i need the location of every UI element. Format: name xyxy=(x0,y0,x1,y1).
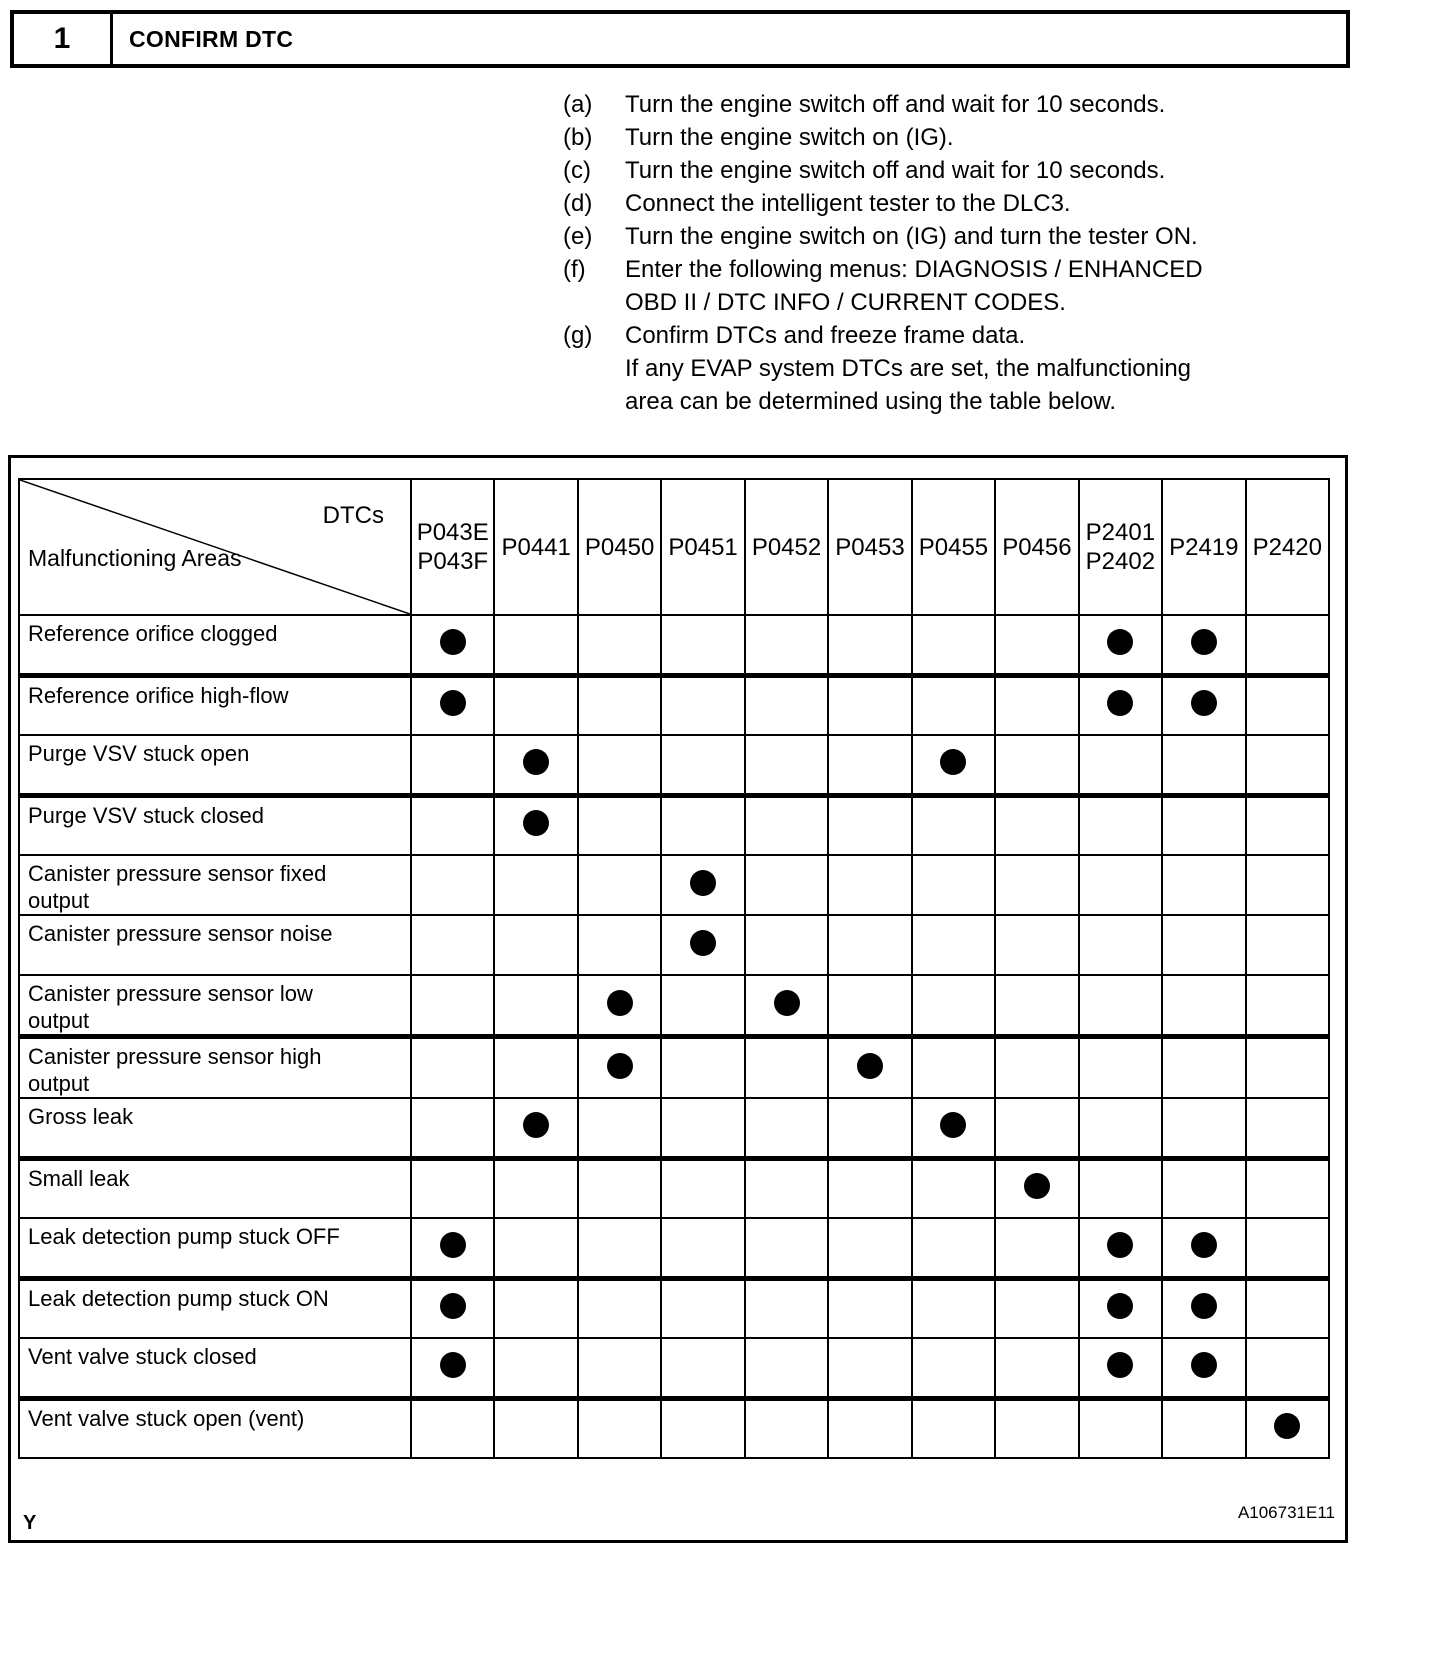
dtc-cell xyxy=(661,1098,744,1158)
dtc-cell xyxy=(578,735,661,795)
dtc-cell xyxy=(411,975,494,1037)
figure-marker-left: Y xyxy=(23,1512,37,1534)
dtc-cell xyxy=(578,1158,661,1218)
dtc-cell xyxy=(995,735,1078,795)
dtc-cell xyxy=(494,1338,577,1398)
dtc-cell xyxy=(1162,735,1245,795)
dtc-cell xyxy=(578,1098,661,1158)
step-item xyxy=(563,187,1203,220)
dot-indicator xyxy=(1107,1352,1133,1378)
dot-indicator xyxy=(1191,1232,1217,1258)
dtc-cell xyxy=(828,795,911,855)
dtc-cell xyxy=(745,795,828,855)
dtc-cell xyxy=(661,1278,744,1338)
step-text-line: Turn the engine switch on (IG). xyxy=(625,124,954,151)
dtc-cell xyxy=(912,855,995,915)
step-label: (e) xyxy=(563,223,593,250)
table-row xyxy=(19,675,1329,735)
column-header-line: P0455 xyxy=(918,533,989,561)
row-label-line: Canister pressure sensor fixed xyxy=(28,861,327,886)
column-header-line: P0441 xyxy=(501,533,571,561)
dtc-cell xyxy=(912,915,995,975)
table-row xyxy=(19,1037,1329,1099)
dtc-cell xyxy=(1162,975,1245,1037)
step-item xyxy=(563,121,1203,154)
corner-cell xyxy=(19,479,411,615)
dtc-cell xyxy=(1079,735,1162,795)
dtc-cell xyxy=(661,855,744,915)
row-label-line: Leak detection pump stuck OFF xyxy=(28,1224,340,1249)
dtc-cell xyxy=(995,615,1078,675)
dtc-cell xyxy=(411,795,494,855)
dtc-cell xyxy=(1162,855,1245,915)
table-row xyxy=(19,855,1329,915)
row-label-cell xyxy=(19,615,411,675)
dtc-cell xyxy=(411,855,494,915)
row-label-line: output xyxy=(28,888,90,913)
dtc-cell xyxy=(661,1037,744,1099)
dtc-cell xyxy=(1079,795,1162,855)
dtc-cell xyxy=(578,675,661,735)
column-header-P0455 xyxy=(912,479,995,615)
dtc-cell xyxy=(912,795,995,855)
dtc-cell xyxy=(411,915,494,975)
row-label-cell xyxy=(19,915,411,975)
row-label-cell xyxy=(19,1098,411,1158)
dtc-cell xyxy=(1079,1218,1162,1278)
dtc-cell xyxy=(1079,1098,1162,1158)
dtc-cell xyxy=(578,855,661,915)
row-label-line: output xyxy=(28,1008,90,1033)
dot-indicator xyxy=(1107,1293,1133,1319)
column-header-line: P043E xyxy=(416,519,489,546)
dtc-cell xyxy=(912,1158,995,1218)
dtc-cell xyxy=(995,1218,1078,1278)
step-text xyxy=(625,88,1165,121)
dtc-cell xyxy=(745,1398,828,1458)
dtc-malfunction-table xyxy=(18,478,1330,1459)
dtc-cell xyxy=(661,615,744,675)
dtc-cell xyxy=(828,1218,911,1278)
dot-indicator xyxy=(690,930,716,956)
step-text-line: OBD II / DTC INFO / CURRENT CODES. xyxy=(625,289,1066,316)
dtc-cell xyxy=(995,975,1078,1037)
step-text xyxy=(625,220,1198,253)
step-item xyxy=(563,154,1203,187)
dot-indicator xyxy=(440,690,466,716)
table-row xyxy=(19,975,1329,1037)
dtc-cell xyxy=(578,1218,661,1278)
row-label-line: Small leak xyxy=(28,1165,130,1191)
dtc-cell xyxy=(1246,1158,1329,1218)
step-label: (a) xyxy=(563,91,593,118)
dtc-cell xyxy=(995,795,1078,855)
row-label-cell xyxy=(19,855,411,915)
dtc-cell xyxy=(1162,1398,1245,1458)
row-label-line: Purge VSV stuck open xyxy=(28,741,250,766)
dtc-cell xyxy=(745,855,828,915)
step-text xyxy=(625,154,1165,187)
dtc-cell xyxy=(661,915,744,975)
dtc-cell xyxy=(578,1037,661,1099)
table-row xyxy=(19,735,1329,795)
dtc-cell xyxy=(912,1338,995,1398)
column-header-P0456 xyxy=(995,479,1078,615)
dtc-cell xyxy=(578,915,661,975)
dtc-cell xyxy=(828,1278,911,1338)
dtc-cell xyxy=(745,675,828,735)
dtc-cell xyxy=(494,1398,577,1458)
row-label-line: Canister pressure sensor high xyxy=(28,1044,322,1069)
row-label-cell xyxy=(19,1218,411,1278)
dtc-cell xyxy=(745,615,828,675)
dot-indicator xyxy=(1024,1173,1050,1199)
figure-reference-code: A106731E11 xyxy=(1237,1503,1335,1522)
dtc-cell xyxy=(828,1398,911,1458)
row-label-cell xyxy=(19,975,411,1037)
step-item xyxy=(563,88,1203,121)
dot-indicator xyxy=(1274,1413,1300,1439)
column-header-line: P0451 xyxy=(668,533,738,561)
dtc-cell xyxy=(411,735,494,795)
dot-indicator xyxy=(1191,690,1217,716)
row-label-line: Reference orifice high-flow xyxy=(28,682,289,708)
step-label: (d) xyxy=(563,190,593,217)
dtc-cell xyxy=(995,1278,1078,1338)
dtc-cell xyxy=(745,1037,828,1099)
step-text-line: Connect the intelligent tester to the DLC3. xyxy=(625,190,1071,217)
dtc-cell xyxy=(995,1338,1078,1398)
step-label: (f) xyxy=(563,256,586,283)
dtc-cell xyxy=(494,795,577,855)
dot-indicator xyxy=(440,629,466,655)
procedure-header xyxy=(10,10,1350,68)
corner-label-areas: Malfunctioning Areas xyxy=(28,545,242,571)
dot-indicator xyxy=(940,1112,966,1138)
step-text xyxy=(625,319,1191,418)
row-label-cell xyxy=(19,1398,411,1458)
column-header-line: P0453 xyxy=(835,533,905,561)
step-label: (g) xyxy=(563,322,593,349)
step-label: (c) xyxy=(563,157,591,184)
dot-indicator xyxy=(1107,1232,1133,1258)
dtc-cell xyxy=(494,1278,577,1338)
dot-indicator xyxy=(440,1293,466,1319)
step-text-line: Turn the engine switch off and wait for 10 seconds. xyxy=(625,157,1166,184)
dtc-cell xyxy=(1246,855,1329,915)
column-header-line: P0450 xyxy=(584,533,655,561)
dtc-cell xyxy=(1246,1218,1329,1278)
column-header-line: P0456 xyxy=(1002,533,1072,561)
dot-indicator xyxy=(690,870,716,896)
dtc-cell xyxy=(912,615,995,675)
dtc-cell xyxy=(578,1398,661,1458)
row-label-cell xyxy=(19,675,411,735)
dtc-cell xyxy=(1246,735,1329,795)
dtc-cell xyxy=(912,1218,995,1278)
dtc-cell xyxy=(1162,675,1245,735)
dot-indicator xyxy=(523,810,549,836)
step-text xyxy=(625,253,1203,319)
row-label-cell xyxy=(19,795,411,855)
dtc-cell xyxy=(661,1398,744,1458)
table-row xyxy=(19,1398,1329,1458)
row-label-cell xyxy=(19,1338,411,1398)
dtc-cell xyxy=(1162,1037,1245,1099)
dtc-cell xyxy=(494,1037,577,1099)
dtc-cell xyxy=(494,975,577,1037)
dtc-cell xyxy=(745,975,828,1037)
dtc-cell xyxy=(912,1037,995,1099)
dtc-cell xyxy=(494,615,577,675)
dtc-cell xyxy=(661,1218,744,1278)
row-label-line: Gross leak xyxy=(28,1104,134,1129)
dtc-cell xyxy=(745,1158,828,1218)
row-label-cell xyxy=(19,1037,411,1099)
row-label-line: Leak detection pump stuck ON xyxy=(28,1285,329,1311)
dtc-cell xyxy=(1246,615,1329,675)
table-row xyxy=(19,1278,1329,1338)
dtc-cell xyxy=(1079,1398,1162,1458)
table-row xyxy=(19,915,1329,975)
dtc-cell xyxy=(1246,1338,1329,1398)
instruction-steps xyxy=(563,88,1203,418)
table-row xyxy=(19,615,1329,675)
dtc-cell xyxy=(745,915,828,975)
column-header-line: P2401 xyxy=(1085,519,1156,546)
dtc-cell xyxy=(995,675,1078,735)
dot-indicator xyxy=(607,990,633,1016)
row-label-line: Canister pressure sensor low xyxy=(28,981,313,1006)
dtc-cell xyxy=(1079,1338,1162,1398)
dtc-cell xyxy=(411,1158,494,1218)
step-text-line: Turn the engine switch off and wait for 10 seconds. xyxy=(625,91,1166,118)
dtc-cell xyxy=(1162,1278,1245,1338)
dtc-cell xyxy=(1079,615,1162,675)
dtc-cell xyxy=(1246,915,1329,975)
dtc-cell xyxy=(1079,1037,1162,1099)
column-header-line: P043F xyxy=(417,548,489,575)
corner-label-dtcs: DTCs xyxy=(322,502,384,529)
step-item xyxy=(563,319,1203,418)
dtc-cell xyxy=(912,735,995,795)
table-row xyxy=(19,1158,1329,1218)
step-text-line: Turn the engine switch on (IG) and turn the tester ON. xyxy=(625,223,1198,250)
dtc-cell xyxy=(745,1218,828,1278)
column-header-P0453 xyxy=(828,479,911,615)
dtc-cell xyxy=(1079,675,1162,735)
dot-indicator xyxy=(940,749,966,775)
dtc-cell xyxy=(912,975,995,1037)
dtc-cell xyxy=(1079,1158,1162,1218)
dtc-cell xyxy=(578,1338,661,1398)
dtc-cell xyxy=(1079,1278,1162,1338)
row-label-line: Vent valve stuck open (vent) xyxy=(28,1405,305,1431)
row-label-line: Reference orifice clogged xyxy=(28,621,278,646)
dtc-cell xyxy=(411,1278,494,1338)
column-header-line: P2420 xyxy=(1252,533,1322,561)
table-row xyxy=(19,795,1329,855)
column-header-P0451 xyxy=(661,479,744,615)
row-label-line: output xyxy=(28,1071,90,1096)
dtc-cell xyxy=(828,1037,911,1099)
dot-indicator xyxy=(523,749,549,775)
dtc-cell xyxy=(661,675,744,735)
column-header-P2401-P2402 xyxy=(1079,479,1162,615)
dtc-cell xyxy=(745,1338,828,1398)
dot-indicator xyxy=(1191,1293,1217,1319)
dtc-cell xyxy=(494,675,577,735)
dtc-cell xyxy=(828,735,911,795)
dtc-cell xyxy=(661,1158,744,1218)
dtc-cell xyxy=(828,615,911,675)
dtc-table-figure xyxy=(8,455,1348,1543)
dtc-cell xyxy=(1079,975,1162,1037)
dtc-cell xyxy=(661,975,744,1037)
dtc-cell xyxy=(1162,1338,1245,1398)
dtc-cell xyxy=(1162,615,1245,675)
dtc-cell xyxy=(494,915,577,975)
dtc-cell xyxy=(1246,1037,1329,1099)
row-label-cell xyxy=(19,1278,411,1338)
column-header-P2419 xyxy=(1162,479,1245,615)
dot-indicator xyxy=(440,1352,466,1378)
column-header-P0450 xyxy=(578,479,661,615)
table-row xyxy=(19,1218,1329,1278)
step-text xyxy=(625,187,1071,220)
dot-indicator xyxy=(1107,629,1133,655)
procedure-step-number: 1 xyxy=(14,14,113,64)
dtc-cell xyxy=(1162,795,1245,855)
dtc-cell xyxy=(828,1098,911,1158)
dtc-cell xyxy=(411,1218,494,1278)
dtc-cell xyxy=(828,975,911,1037)
dtc-cell xyxy=(578,1278,661,1338)
dtc-cell xyxy=(494,1098,577,1158)
row-label-line: Canister pressure sensor noise xyxy=(28,921,333,946)
column-header-line: P2402 xyxy=(1085,548,1156,575)
column-header-P0452 xyxy=(745,479,828,615)
dtc-cell xyxy=(494,1218,577,1278)
dtc-cell xyxy=(745,735,828,795)
dtc-cell xyxy=(494,735,577,795)
step-text-line: Confirm DTCs and freeze frame data. xyxy=(625,322,1026,349)
step-label: (b) xyxy=(563,124,593,151)
dot-indicator xyxy=(1191,1352,1217,1378)
row-label-line: Vent valve stuck closed xyxy=(28,1344,257,1369)
dtc-cell xyxy=(828,855,911,915)
table-row xyxy=(19,1098,1329,1158)
row-label-cell xyxy=(19,735,411,795)
dot-indicator xyxy=(857,1053,883,1079)
dot-indicator xyxy=(1191,629,1217,655)
procedure-title: CONFIRM DTC xyxy=(129,25,294,52)
dtc-cell xyxy=(494,855,577,915)
dtc-cell xyxy=(745,1098,828,1158)
step-text-line: Enter the following menus: DIAGNOSIS / ENHANCED xyxy=(625,256,1203,283)
dtc-cell xyxy=(661,735,744,795)
dtc-cell xyxy=(995,1098,1078,1158)
dtc-cell xyxy=(828,1338,911,1398)
dtc-cell xyxy=(661,795,744,855)
dtc-cell xyxy=(995,1158,1078,1218)
column-header-line: P0452 xyxy=(751,533,822,561)
dot-indicator xyxy=(1107,690,1133,716)
dtc-cell xyxy=(411,1338,494,1398)
row-label-line: Purge VSV stuck closed xyxy=(28,802,265,828)
dtc-cell xyxy=(912,675,995,735)
column-header-P043E-P043F xyxy=(411,479,494,615)
column-header-P0441 xyxy=(494,479,577,615)
dtc-cell xyxy=(995,915,1078,975)
step-text-line: area can be determined using the table below. xyxy=(625,388,1117,415)
dtc-cell xyxy=(1246,1278,1329,1338)
dtc-cell xyxy=(661,1338,744,1398)
dtc-cell xyxy=(578,615,661,675)
step-item xyxy=(563,220,1203,253)
column-header-P2420 xyxy=(1246,479,1329,615)
dtc-cell xyxy=(828,675,911,735)
dtc-cell xyxy=(912,1278,995,1338)
dtc-cell xyxy=(1246,1098,1329,1158)
dtc-cell xyxy=(1162,915,1245,975)
dtc-cell xyxy=(494,1158,577,1218)
column-header-line: P2419 xyxy=(1169,533,1239,561)
dot-indicator xyxy=(523,1112,549,1138)
step-text-line: If any EVAP system DTCs are set, the malfunctioning xyxy=(625,355,1192,382)
dtc-cell xyxy=(411,1398,494,1458)
row-label-cell xyxy=(19,1158,411,1218)
dtc-cell xyxy=(411,1037,494,1099)
dtc-cell xyxy=(578,975,661,1037)
dtc-cell xyxy=(411,675,494,735)
dtc-cell xyxy=(1246,675,1329,735)
dtc-cell xyxy=(411,615,494,675)
step-text xyxy=(625,121,954,154)
dtc-cell xyxy=(1246,975,1329,1037)
dtc-cell xyxy=(1162,1218,1245,1278)
dtc-cell xyxy=(1162,1158,1245,1218)
dtc-cell xyxy=(828,915,911,975)
dtc-cell xyxy=(828,1158,911,1218)
table-row xyxy=(19,1338,1329,1398)
dtc-cell xyxy=(745,1278,828,1338)
dtc-cell xyxy=(912,1098,995,1158)
dtc-cell xyxy=(1079,855,1162,915)
dtc-cell xyxy=(995,855,1078,915)
dtc-cell xyxy=(1246,1398,1329,1458)
dtc-cell xyxy=(1079,915,1162,975)
dtc-cell xyxy=(995,1037,1078,1099)
table-header-row xyxy=(19,479,1329,615)
dot-indicator xyxy=(607,1053,633,1079)
dtc-cell xyxy=(912,1398,995,1458)
dtc-cell xyxy=(1162,1098,1245,1158)
dtc-cell xyxy=(1246,795,1329,855)
dot-indicator xyxy=(440,1232,466,1258)
dot-indicator xyxy=(774,990,800,1016)
dtc-cell xyxy=(995,1398,1078,1458)
dtc-cell xyxy=(411,1098,494,1158)
step-item xyxy=(563,253,1203,319)
dtc-cell xyxy=(578,795,661,855)
